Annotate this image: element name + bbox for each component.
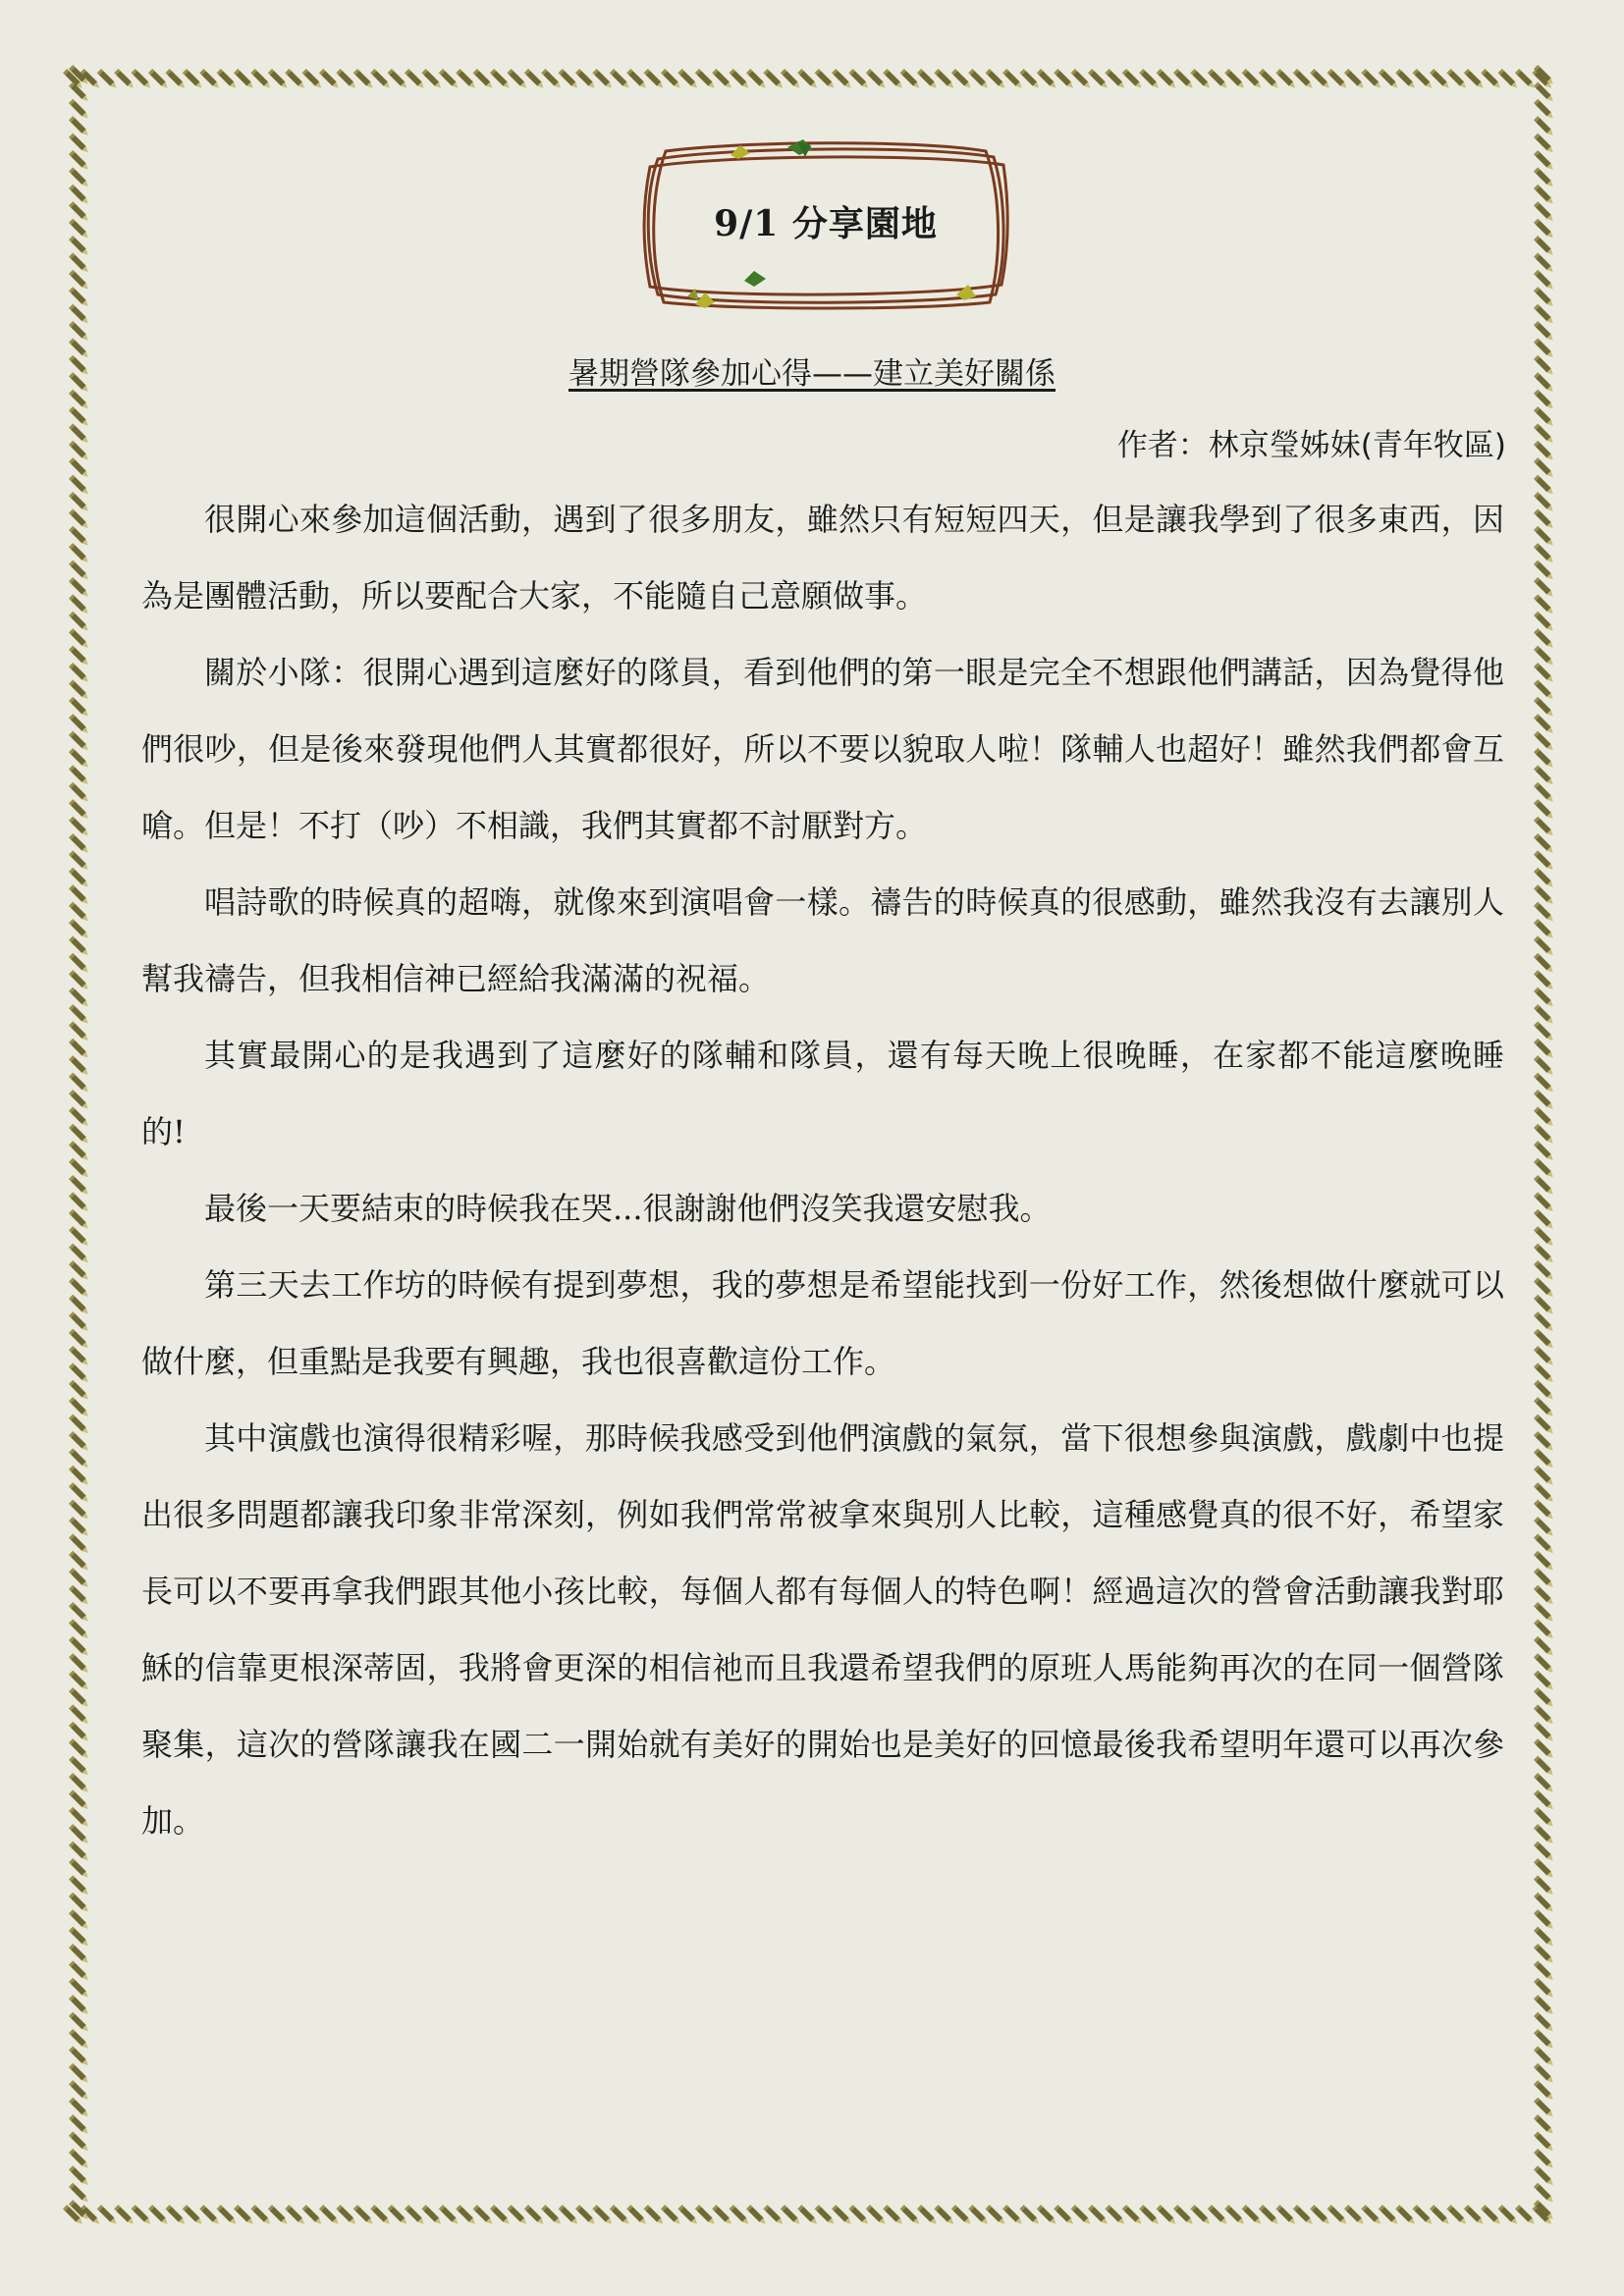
paragraph: 其實最開心的是我遇到了這麼好的隊輔和隊員，還有每天晚上很晚睡，在家都不能這麼晚睡的! bbox=[141, 1037, 1504, 1150]
paragraph: 關於小隊：很開心遇到這麼好的隊員，看到他們的第一眼是完全不想跟他們講話，因為覺得他們很吵，但是後來發現他們人其實都很好，所以不要以貌取人啦！隊輔人也超好！雖然我們都會互嗆。但是！不打（吵）不相識，我們其實都不討厭對方。 bbox=[141, 654, 1504, 844]
paragraph: 很開心來參加這個活動，遇到了很多朋友，雖然只有短短四天，但是讓我學到了很多東西，因為是團體活動，所以要配合大家，不能隨自己意願做事。 bbox=[141, 501, 1504, 614]
article-author: 作者：林京瑩姊妹(青年牧區) bbox=[1116, 428, 1506, 463]
pencil-border-top-icon bbox=[61, 63, 1563, 98]
page-title: 9/1 分享園地 bbox=[714, 203, 938, 244]
paragraph: 其中演戲也演得很精彩喔，那時候我感受到他們演戲的氣氛，當下很想參與演戲，戲劇中也提出很多問題都讓我印象非常深刻，例如我們常常被拿來與別人比較，這種感覺真的很不好，希望家長可以不要再拿我們跟其他小孩比較，每個人都有每個人的特色啊！經過這次的營會活動讓我對耶穌的信靠更根深蒂固，我將會更深的相信祂而且我還希望我們的原班人馬能夠再次的在同一個營隊聚集，這次的營隊讓我在國二一開始就有美好的開始也是美好的回憶最後我希望明年還可以再次參加。 bbox=[141, 1419, 1504, 1840]
paragraph: 第三天去工作坊的時候有提到夢想，我的夢想是希望能找到一份好工作，然後想做什麼就可以做什麼，但重點是我要有興趣，我也很喜歡這份工作。 bbox=[141, 1266, 1504, 1380]
article-subtitle: 暑期營隊參加心得——建立美好關係 bbox=[568, 356, 1056, 392]
pencil-border-bottom-icon bbox=[61, 2199, 1563, 2234]
paragraph: 最後一天要結束的時候我在哭...很謝謝他們沒笑我還安慰我。 bbox=[204, 1190, 1052, 1227]
paragraph: 唱詩歌的時候真的超嗨，就像來到演唱會一樣。禱告的時候真的很感動，雖然我沒有去讓別人幫我禱告，但我相信神已經給我滿滿的祝福。 bbox=[141, 883, 1504, 997]
article-body bbox=[141, 481, 1504, 1859]
